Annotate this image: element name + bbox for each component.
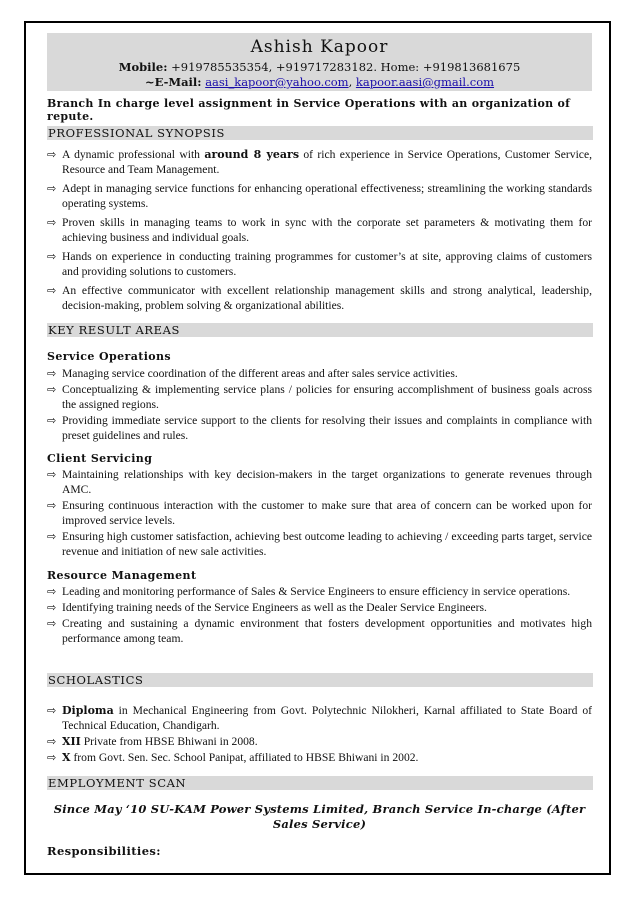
responsibilities-heading: Responsibilities: xyxy=(47,844,161,858)
arrow-right-outline-icon: ⇨ xyxy=(47,148,57,161)
email-separator: , xyxy=(348,75,356,89)
subheading-client-servicing: Client Servicing xyxy=(47,452,153,465)
client-servicing-list xyxy=(47,467,592,559)
arrow-right-outline-icon: ⇨ xyxy=(47,468,57,481)
arrow-right-outline-icon: ⇨ xyxy=(47,585,57,598)
arrow-right-outline-icon: ⇨ xyxy=(47,414,57,427)
section-key-result-areas: KEY RESULT AREAS xyxy=(47,323,593,337)
arrow-right-outline-icon: ⇨ xyxy=(47,735,57,748)
email-link-yahoo[interactable]: aasi_kapoor@yahoo.com xyxy=(205,75,349,89)
list-item: ⇨ Proven skills in managing teams to work in sync with the corporate set parameters & motivating them for achieving business and individual goals. xyxy=(47,216,592,244)
list-item: ⇨ Leading and monitoring performance of Sales & Service Engineers to ensure efficiency in service operations. xyxy=(47,585,571,598)
arrow-right-outline-icon: ⇨ xyxy=(47,499,57,512)
resume-header xyxy=(47,33,592,91)
list-item: ⇨ Diploma in Mechanical Engineering from Govt. Polytechnic Nilokheri, Karnal affiliated to State Board of Technical Education, Chandigarh. xyxy=(47,704,592,732)
list-item: ⇨ Hands on experience in conducting training programmes for customer’s at site, approving claims of customers and providing solutions to customers. xyxy=(47,250,592,278)
list-item: ⇨ An effective communicator with excellent relationship management skills and strong analytical, leadership, decision-making, problem solving & organizational abilities. xyxy=(47,284,592,312)
subheading-service-operations: Service Operations xyxy=(47,350,172,363)
arrow-right-outline-icon: ⇨ xyxy=(47,601,57,614)
arrow-right-outline-icon: ⇨ xyxy=(47,704,57,717)
resource-management-list xyxy=(47,584,592,646)
list-item: ⇨ Ensuring high customer satisfaction, achieving best outcome leading to achieving / exceeding parts target, service revenue and initiation of new sale activities. xyxy=(47,530,592,558)
arrow-right-outline-icon: ⇨ xyxy=(47,383,57,396)
arrow-right-outline-icon: ⇨ xyxy=(47,617,57,630)
service-operations-list xyxy=(47,366,592,443)
scholastics-list xyxy=(47,703,592,765)
arrow-right-outline-icon: ⇨ xyxy=(47,250,57,263)
arrow-right-outline-icon: ⇨ xyxy=(47,284,57,297)
employment-summary: Since May ‘10 SU-KAM Power Systems Limited, Branch Service In-charge (After Sales Service) xyxy=(53,802,586,831)
arrow-right-outline-icon: ⇨ xyxy=(47,182,57,195)
mobile-label: Mobile: xyxy=(118,60,168,74)
subheading-resource-management: Resource Management xyxy=(47,569,197,582)
list-item: ⇨ Providing immediate service support to the clients for resolving their issues and complaints in compliance with preset guidelines and rules. xyxy=(47,414,592,442)
email-link-gmail[interactable]: kapoor.aasi@gmail.com xyxy=(355,75,495,89)
arrow-right-outline-icon: ⇨ xyxy=(47,751,57,764)
list-item: ⇨ A dynamic professional with around 8 years of rich experience in Service Operations, Customer Service, Resource and Team Management. xyxy=(47,148,593,176)
arrow-right-outline-icon: ⇨ xyxy=(47,216,57,229)
list-item: ⇨ Maintaining relationships with key decision-makers in the target organizations to generate revenues through AMC. xyxy=(47,468,592,496)
list-item: ⇨ Conceptualizing & implementing service plans / policies for ensuring accomplishment of business goals across the assigned regions. xyxy=(47,383,592,411)
section-employment-scan: EMPLOYMENT SCAN xyxy=(47,776,593,790)
phone-numbers: +919785535354, +919717283182. Home: +919813681675 xyxy=(167,60,521,74)
candidate-name: Ashish Kapoor xyxy=(250,37,389,57)
list-item: ⇨ Adept in managing service functions for enhancing operational effectiveness; streamlining the working standards operating systems. xyxy=(47,182,592,210)
section-professional-synopsis: PROFESSIONAL SYNOPSIS xyxy=(47,126,593,140)
arrow-right-outline-icon: ⇨ xyxy=(47,367,57,380)
synopsis-list xyxy=(47,147,592,313)
email-label: ~E-Mail: xyxy=(144,75,202,89)
list-item: ⇨ Ensuring continuous interaction with the customer to make sure that area of concern can be worked upon for improved service levels. xyxy=(47,499,592,527)
phone-line xyxy=(47,60,592,74)
list-item: ⇨ XII Private from HBSE Bhiwani in 2008. xyxy=(47,735,258,748)
list-item: ⇨ Creating and sustaining a dynamic environment that fosters development opportunities and motivates high performance among team. xyxy=(47,617,592,645)
career-objective: Branch In charge level assignment in Service Operations with an organization of repute. xyxy=(47,97,571,123)
list-item: ⇨ Identifying training needs of the Service Engineers as well as the Dealer Service Engineers. xyxy=(47,601,487,614)
list-item: ⇨ X from Govt. Sen. Sec. School Panipat, affiliated to HBSE Bhiwani in 2002. xyxy=(47,751,419,764)
section-scholastics: SCHOLASTICS xyxy=(47,673,593,687)
list-item: ⇨ Managing service coordination of the different areas and after sales service activities. xyxy=(47,367,458,380)
arrow-right-outline-icon: ⇨ xyxy=(47,530,57,543)
email-line xyxy=(47,75,592,89)
